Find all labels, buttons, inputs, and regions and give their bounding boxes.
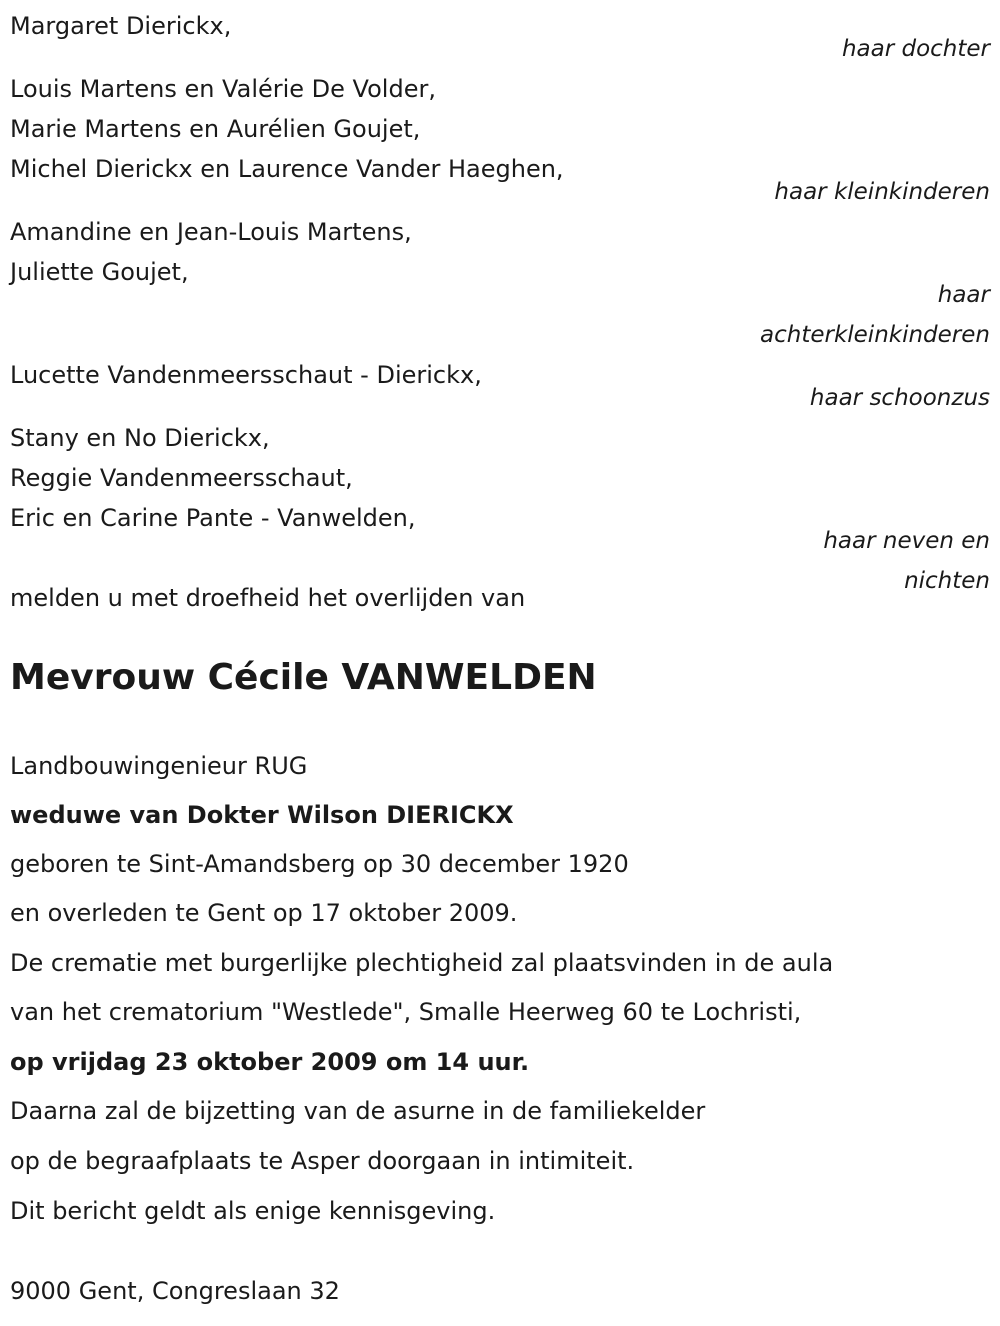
relation-label: haar neven en xyxy=(823,528,990,554)
family-name-line: Reggie Vandenmeersschaut, xyxy=(10,464,353,492)
detail-line-bold: op vrijdag 23 oktober 2009 om 14 uur. xyxy=(10,1048,530,1076)
detail-line: Landbouwingenieur RUG xyxy=(10,752,308,780)
address-line: 9000 Gent, Congreslaan 32 xyxy=(10,1277,340,1305)
family-name-line: Juliette Goujet, xyxy=(10,258,189,286)
detail-line: De crematie met burgerlijke plechtigheid zal plaatsvinden in de aula xyxy=(10,949,834,977)
announcement-text: melden u met droefheid het overlijden van xyxy=(10,584,526,612)
family-name-line: Lucette Vandenmeersschaut - Dierickx, xyxy=(10,361,482,389)
detail-line: op de begraafplaats te Asper doorgaan in intimiteit. xyxy=(10,1147,635,1175)
relation-label: haar schoonzus xyxy=(809,385,990,411)
relation-label: nichten xyxy=(904,568,990,594)
relation-label: haar kleinkinderen xyxy=(774,179,990,205)
detail-line: Dit bericht geldt als enige kennisgeving. xyxy=(10,1197,496,1225)
detail-line: van het crematorium "Westlede", Smalle Heerweg 60 te Lochristi, xyxy=(10,998,802,1026)
family-name-line: Louis Martens en Valérie De Volder, xyxy=(10,75,436,103)
detail-line: geboren te Sint-Amandsberg op 30 december 1920 xyxy=(10,850,629,878)
family-name-line: Stany en No Dierickx, xyxy=(10,424,270,452)
deceased-name: Mevrouw Cécile VANWELDEN xyxy=(10,657,597,698)
family-name-line: Eric en Carine Pante - Vanwelden, xyxy=(10,504,416,532)
detail-line-bold: weduwe van Dokter Wilson DIERICKX xyxy=(10,801,514,829)
family-name-line: Margaret Dierickx, xyxy=(10,12,232,40)
family-name-line: Michel Dierickx en Laurence Vander Haeghen, xyxy=(10,155,564,183)
relation-label: achterkleinkinderen xyxy=(760,322,990,348)
family-name-line: Amandine en Jean-Louis Martens, xyxy=(10,218,412,246)
detail-line: Daarna zal de bijzetting van de asurne in de familiekelder xyxy=(10,1097,706,1125)
family-name-line: Marie Martens en Aurélien Goujet, xyxy=(10,115,421,143)
relation-label: haar dochter xyxy=(841,36,990,62)
relation-label: haar xyxy=(937,282,990,308)
detail-line: en overleden te Gent op 17 oktober 2009. xyxy=(10,899,518,927)
